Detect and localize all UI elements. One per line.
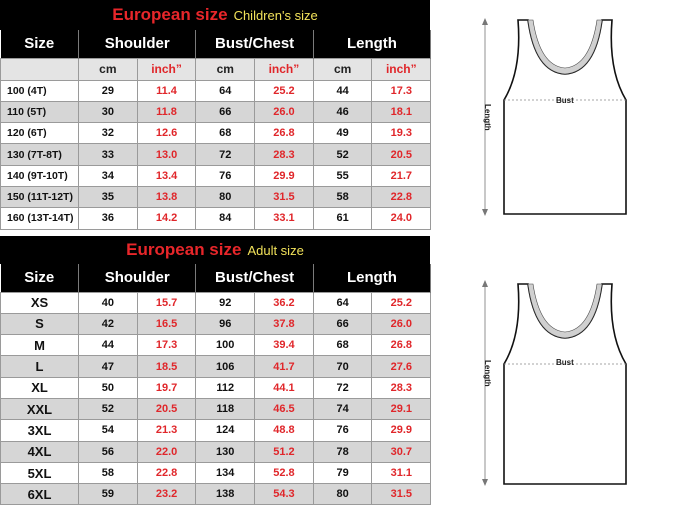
inch-value-cell: 31.1 — [372, 462, 431, 483]
cm-value-cell: 80 — [196, 186, 255, 207]
size-cell: 160 (13T-14T) — [1, 208, 79, 229]
inch-value-cell: 29.9 — [372, 420, 431, 441]
inch-value-cell: 12.6 — [137, 123, 196, 144]
adult-size-table — [0, 264, 431, 505]
header-size: Size — [1, 30, 79, 58]
inch-value-cell: 48.8 — [255, 420, 314, 441]
cm-value-cell: 112 — [196, 377, 255, 398]
table-row — [1, 313, 431, 334]
size-cell: 100 (4T) — [1, 80, 79, 101]
table-row — [1, 335, 431, 356]
cm-value-cell: 40 — [79, 292, 138, 313]
children-banner-title: European size — [112, 5, 228, 24]
inch-value-cell: 17.3 — [372, 80, 431, 101]
size-cell: 140 (9T-10T) — [1, 165, 79, 186]
table-row — [1, 377, 431, 398]
inch-value-cell: 25.2 — [372, 292, 431, 313]
inch-value-cell: 51.2 — [255, 441, 314, 462]
inch-value-cell: 44.1 — [255, 377, 314, 398]
inch-value-cell: 21.7 — [372, 165, 431, 186]
cm-value-cell: 66 — [196, 101, 255, 122]
cm-value-cell: 92 — [196, 292, 255, 313]
header-bust-chest: Bust/Chest — [196, 30, 313, 58]
inch-value-cell: 16.5 — [137, 313, 196, 334]
cm-value-cell: 47 — [79, 356, 138, 377]
cm-value-cell: 79 — [313, 462, 372, 483]
children-header-row — [1, 30, 431, 58]
cm-value-cell: 74 — [313, 398, 372, 419]
inch-value-cell: 18.1 — [372, 101, 431, 122]
children-table-body — [1, 80, 431, 229]
unit-inch: inch” — [372, 58, 431, 80]
cm-value-cell: 55 — [313, 165, 372, 186]
children-size-table — [0, 30, 431, 230]
inch-value-cell: 26.8 — [255, 123, 314, 144]
table-row — [1, 462, 431, 483]
cm-value-cell: 100 — [196, 335, 255, 356]
tank-top-diagram-children — [430, 0, 700, 230]
cm-value-cell: 68 — [313, 335, 372, 356]
size-cell: L — [1, 356, 79, 377]
cm-value-cell: 64 — [196, 80, 255, 101]
header-size: Size — [1, 264, 79, 292]
inch-value-cell: 15.7 — [137, 292, 196, 313]
size-cell: 150 (11T-12T) — [1, 186, 79, 207]
table-row — [1, 80, 431, 101]
cm-value-cell: 96 — [196, 313, 255, 334]
inch-value-cell: 20.5 — [372, 144, 431, 165]
inch-value-cell: 21.3 — [137, 420, 196, 441]
inch-value-cell: 46.5 — [255, 398, 314, 419]
cm-value-cell: 32 — [79, 123, 138, 144]
table-row — [1, 165, 431, 186]
unit-inch: inch” — [255, 58, 314, 80]
inch-value-cell: 30.7 — [372, 441, 431, 462]
table-row — [1, 186, 431, 207]
children-banner-subtitle: Children's size — [233, 7, 318, 23]
inch-value-cell: 19.3 — [372, 123, 431, 144]
header-length: Length — [313, 30, 430, 58]
inch-value-cell: 14.2 — [137, 208, 196, 229]
children-units-row — [1, 58, 431, 80]
header-bust-chest: Bust/Chest — [196, 264, 313, 292]
inch-value-cell: 11.8 — [137, 101, 196, 122]
table-row — [1, 123, 431, 144]
cm-value-cell: 66 — [313, 313, 372, 334]
cm-value-cell: 134 — [196, 462, 255, 483]
cm-value-cell: 118 — [196, 398, 255, 419]
adult-header-row — [1, 264, 431, 292]
tank-top-diagrams — [430, 0, 700, 512]
cm-value-cell: 58 — [313, 186, 372, 207]
inch-value-cell: 13.8 — [137, 186, 196, 207]
cm-value-cell: 78 — [313, 441, 372, 462]
size-cell: 4XL — [1, 441, 79, 462]
cm-value-cell: 124 — [196, 420, 255, 441]
cm-value-cell: 56 — [79, 441, 138, 462]
unit-cm: cm — [79, 58, 138, 80]
inch-value-cell: 13.0 — [137, 144, 196, 165]
cm-value-cell: 52 — [313, 144, 372, 165]
cm-value-cell: 33 — [79, 144, 138, 165]
cm-value-cell: 76 — [313, 420, 372, 441]
inch-value-cell: 13.4 — [137, 165, 196, 186]
inch-value-cell: 31.5 — [255, 186, 314, 207]
inch-value-cell: 24.0 — [372, 208, 431, 229]
table-row — [1, 356, 431, 377]
inch-value-cell: 39.4 — [255, 335, 314, 356]
inch-value-cell: 33.1 — [255, 208, 314, 229]
cm-value-cell: 72 — [196, 144, 255, 165]
cm-value-cell: 59 — [79, 484, 138, 505]
table-row — [1, 101, 431, 122]
adult-banner-title: European size — [126, 240, 242, 259]
inch-value-cell: 29.9 — [255, 165, 314, 186]
cm-value-cell: 52 — [79, 398, 138, 419]
size-cell: 120 (6T) — [1, 123, 79, 144]
unit-inch: inch” — [137, 58, 196, 80]
inch-value-cell: 23.2 — [137, 484, 196, 505]
table-row — [1, 484, 431, 505]
size-cell: 5XL — [1, 462, 79, 483]
cm-value-cell: 58 — [79, 462, 138, 483]
size-cell: 130 (7T-8T) — [1, 144, 79, 165]
size-cell: M — [1, 335, 79, 356]
cm-value-cell: 30 — [79, 101, 138, 122]
cm-value-cell: 35 — [79, 186, 138, 207]
inch-value-cell: 20.5 — [137, 398, 196, 419]
inch-value-cell: 22.8 — [137, 462, 196, 483]
header-shoulder: Shoulder — [79, 30, 196, 58]
bust-label: Bust — [556, 96, 574, 105]
cm-value-cell: 72 — [313, 377, 372, 398]
inch-value-cell: 11.4 — [137, 80, 196, 101]
tank-top-diagram-adult — [430, 258, 700, 488]
tank-top-outline-icon — [430, 258, 700, 488]
header-shoulder: Shoulder — [79, 264, 196, 292]
children-size-banner — [0, 0, 430, 30]
inch-value-cell: 18.5 — [137, 356, 196, 377]
cm-value-cell: 54 — [79, 420, 138, 441]
size-cell: XS — [1, 292, 79, 313]
size-cell: XL — [1, 377, 79, 398]
inch-value-cell: 54.3 — [255, 484, 314, 505]
units-blank — [1, 58, 79, 80]
inch-value-cell: 26.0 — [372, 313, 431, 334]
cm-value-cell: 106 — [196, 356, 255, 377]
cm-value-cell: 46 — [313, 101, 372, 122]
size-cell: 6XL — [1, 484, 79, 505]
size-cell: XXL — [1, 398, 79, 419]
inch-value-cell: 22.8 — [372, 186, 431, 207]
length-label: Length — [483, 360, 492, 387]
tank-top-outline-icon — [430, 0, 700, 230]
cm-value-cell: 64 — [313, 292, 372, 313]
inch-value-cell: 29.1 — [372, 398, 431, 419]
table-row — [1, 420, 431, 441]
size-cell: S — [1, 313, 79, 334]
inch-value-cell: 36.2 — [255, 292, 314, 313]
table-row — [1, 208, 431, 229]
cm-value-cell: 68 — [196, 123, 255, 144]
cm-value-cell: 36 — [79, 208, 138, 229]
table-row — [1, 441, 431, 462]
cm-value-cell: 49 — [313, 123, 372, 144]
header-length: Length — [313, 264, 430, 292]
cm-value-cell: 76 — [196, 165, 255, 186]
cm-value-cell: 61 — [313, 208, 372, 229]
cm-value-cell: 29 — [79, 80, 138, 101]
inch-value-cell: 28.3 — [255, 144, 314, 165]
inch-value-cell: 52.8 — [255, 462, 314, 483]
adult-banner-subtitle: Adult size — [247, 242, 304, 258]
size-cell: 3XL — [1, 420, 79, 441]
adult-size-banner — [0, 236, 430, 264]
table-row — [1, 398, 431, 419]
inch-value-cell: 25.2 — [255, 80, 314, 101]
unit-cm: cm — [196, 58, 255, 80]
inch-value-cell: 31.5 — [372, 484, 431, 505]
table-row — [1, 144, 431, 165]
inch-value-cell: 19.7 — [137, 377, 196, 398]
inch-value-cell: 17.3 — [137, 335, 196, 356]
cm-value-cell: 34 — [79, 165, 138, 186]
cm-value-cell: 80 — [313, 484, 372, 505]
adult-table-body — [1, 292, 431, 505]
cm-value-cell: 44 — [313, 80, 372, 101]
table-row — [1, 292, 431, 313]
inch-value-cell: 26.0 — [255, 101, 314, 122]
cm-value-cell: 70 — [313, 356, 372, 377]
cm-value-cell: 42 — [79, 313, 138, 334]
inch-value-cell: 26.8 — [372, 335, 431, 356]
unit-cm: cm — [313, 58, 372, 80]
inch-value-cell: 28.3 — [372, 377, 431, 398]
size-cell: 110 (5T) — [1, 101, 79, 122]
cm-value-cell: 138 — [196, 484, 255, 505]
inch-value-cell: 37.8 — [255, 313, 314, 334]
inch-value-cell: 41.7 — [255, 356, 314, 377]
inch-value-cell: 22.0 — [137, 441, 196, 462]
cm-value-cell: 50 — [79, 377, 138, 398]
bust-label: Bust — [556, 358, 574, 367]
length-label: Length — [483, 104, 492, 131]
inch-value-cell: 27.6 — [372, 356, 431, 377]
cm-value-cell: 84 — [196, 208, 255, 229]
cm-value-cell: 130 — [196, 441, 255, 462]
cm-value-cell: 44 — [79, 335, 138, 356]
